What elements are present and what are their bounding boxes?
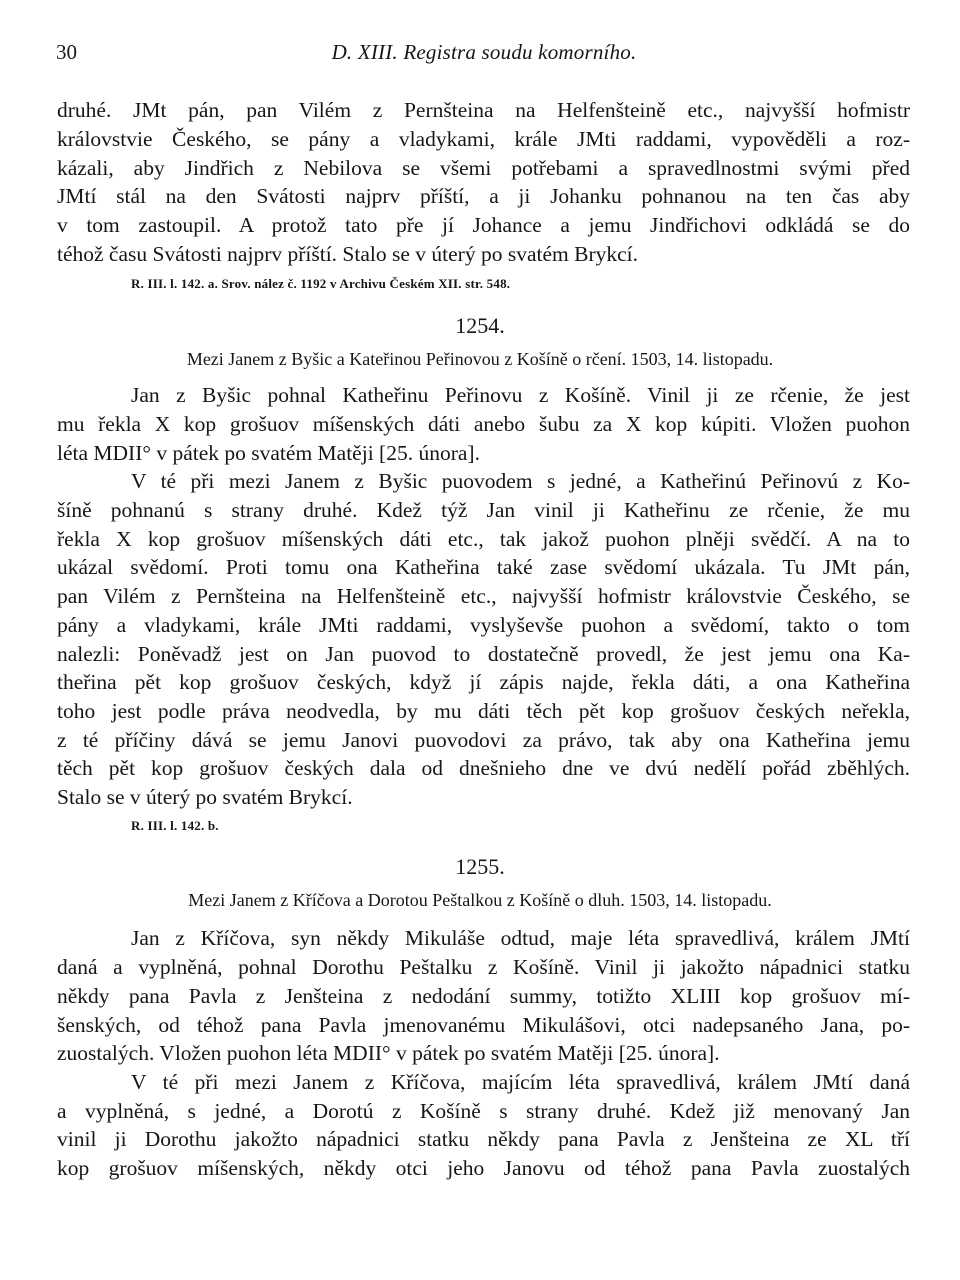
text-line: těch pět kop grošuov českých dala od dnešnieho dne ve dvú nedělí pořád zběhlých.: [57, 756, 910, 780]
text-line: pan Vilém z Pernšteina na Helfenšteině etc., najvyšší hofmistr královstvie Českého, se: [57, 584, 910, 608]
text-line: šenských, od téhož pana Pavla jmenovanému Mikulášovi, otci nadepsaného Jana, po-: [57, 1013, 910, 1037]
text-line: pány a vladykami, krále JMti raddami, vyslyševše puohon a svědomí, takto o tom: [57, 613, 910, 637]
text-line: toho jest podle práva neodvedla, by mu dáti těch pět kop grošuov českých neřekla,: [57, 699, 910, 723]
entry-number: 1254.: [455, 313, 505, 338]
text-line: Jan z Byšic pohnal Katheřinu Peřinovu z Košíně. Vinil ji ze rčenie, že jest: [131, 383, 910, 407]
text-line: mu řekla X kop grošuov míšenských dáti anebo šubu za X kop kúpiti. Vložen puohon: [57, 412, 910, 436]
text-line: ukázal svědomí. Proti tomu ona Katheřina také zase svědomí ukázala. Tu JMt pán,: [57, 555, 910, 579]
text-line: JMtí stál na den Svátosti najprv příští, a ji Johanku pohnanou na ten čas aby: [57, 184, 910, 208]
page-number: 30: [56, 40, 77, 64]
running-title: D. XIII. Registra soudu komorního.: [331, 40, 637, 64]
text-line: vinil ji Dorothu jakožto nápadnici statku někdy pana Pavla z Jenšteina ze XL tří: [57, 1127, 910, 1151]
entry-rubric: Mezi Janem z Kříčova a Dorotou Peštalkou z Košíně o dluh. 1503, 14. listopadu.: [188, 890, 772, 910]
text-line: řekla X kop grošuov míšenských dáti etc., tak jakož puohon plněji svědčí. A na to: [57, 527, 910, 551]
text-line: V té při mezi Janem z Kříčova, majícím léta spravedlivá, králem JMtí daná: [131, 1070, 910, 1094]
text-line: nalezli: Poněvadž jest on Jan puovod to dostatečně provedl, že jest jemu ona Ka-: [57, 642, 910, 666]
source-reference: R. III. l. 142. b.: [131, 818, 219, 833]
text-line: Stalo se v úterý po svatém Brykcí.: [57, 785, 353, 809]
page-header: [56, 40, 912, 74]
text-line: daná a vyplněná, pohnal Dorothu Peštalku z Košíně. Vinil ji jakožto nápadnici statku: [57, 955, 910, 979]
text-line: šíně pohnanú s strany druhé. Kdež týž Jan vinil ji Katheřinu ze rčenie, že mu: [57, 498, 910, 522]
text-line: v tom zastoupil. A protož tato pře jí Johance a jemu Jindřichovi odkládá se do: [57, 213, 910, 237]
entry-number: 1255.: [455, 854, 505, 879]
text-line: kázali, aby Jindřich z Nebilova se všemi potřebami a spravedlnostmi svými před: [57, 156, 910, 180]
text-line: Jan z Kříčova, syn někdy Mikuláše odtud, maje léta spravedlivá, králem JMtí: [131, 926, 910, 950]
text-line: někdy pana Pavla z Jenšteina z nedodání summy, totižto XLIII kop grošuov mí-: [57, 984, 910, 1008]
text-line: kop grošuov míšenských, někdy otci jeho Janovu od téhož pana Pavla zuostalých: [57, 1156, 910, 1180]
text-line: z té příčiny dává se jemu Janovi puovodovi za právo, tak aby ona Katheřina jemu: [57, 728, 910, 752]
text-line: téhož času Svátosti najprv příští. Stalo se v úterý po svatém Brykcí.: [57, 242, 638, 266]
source-reference: R. III. l. 142. a. Srov. nález č. 1192 v Archivu Českém XII. str. 548.: [131, 276, 511, 291]
text-line: zuostalých. Vložen puohon léta MDII° v pátek po svatém Matěji [25. února].: [57, 1041, 720, 1065]
text-line: a vyplněná, s jedné, a Dorotú z Košíně s strany druhé. Kdež již menovaný Jan: [57, 1099, 910, 1123]
entry-rubric: Mezi Janem z Byšic a Kateřinou Peřinovou z Košíně o rčení. 1503, 14. listopadu.: [186, 349, 774, 369]
text-line: V té při mezi Janem z Byšic puovodem s jedné, a Katheřinú Peřinovú z Ko-: [131, 469, 910, 493]
text-line: královstvie Českého, se pány a vladykami, krále JMti raddami, vypověděli a roz-: [57, 127, 910, 151]
text-line: druhé. JMt pán, pan Vilém z Pernšteina na Helfenšteině etc., najvyšší hofmistr: [57, 98, 910, 122]
text-line: theřina pět kop grošuov českých, když jí zápis najde, řekla dáti, a ona Katheřina: [57, 670, 910, 694]
text-line: léta MDII° v pátek po svatém Matěji [25. února].: [57, 441, 480, 465]
